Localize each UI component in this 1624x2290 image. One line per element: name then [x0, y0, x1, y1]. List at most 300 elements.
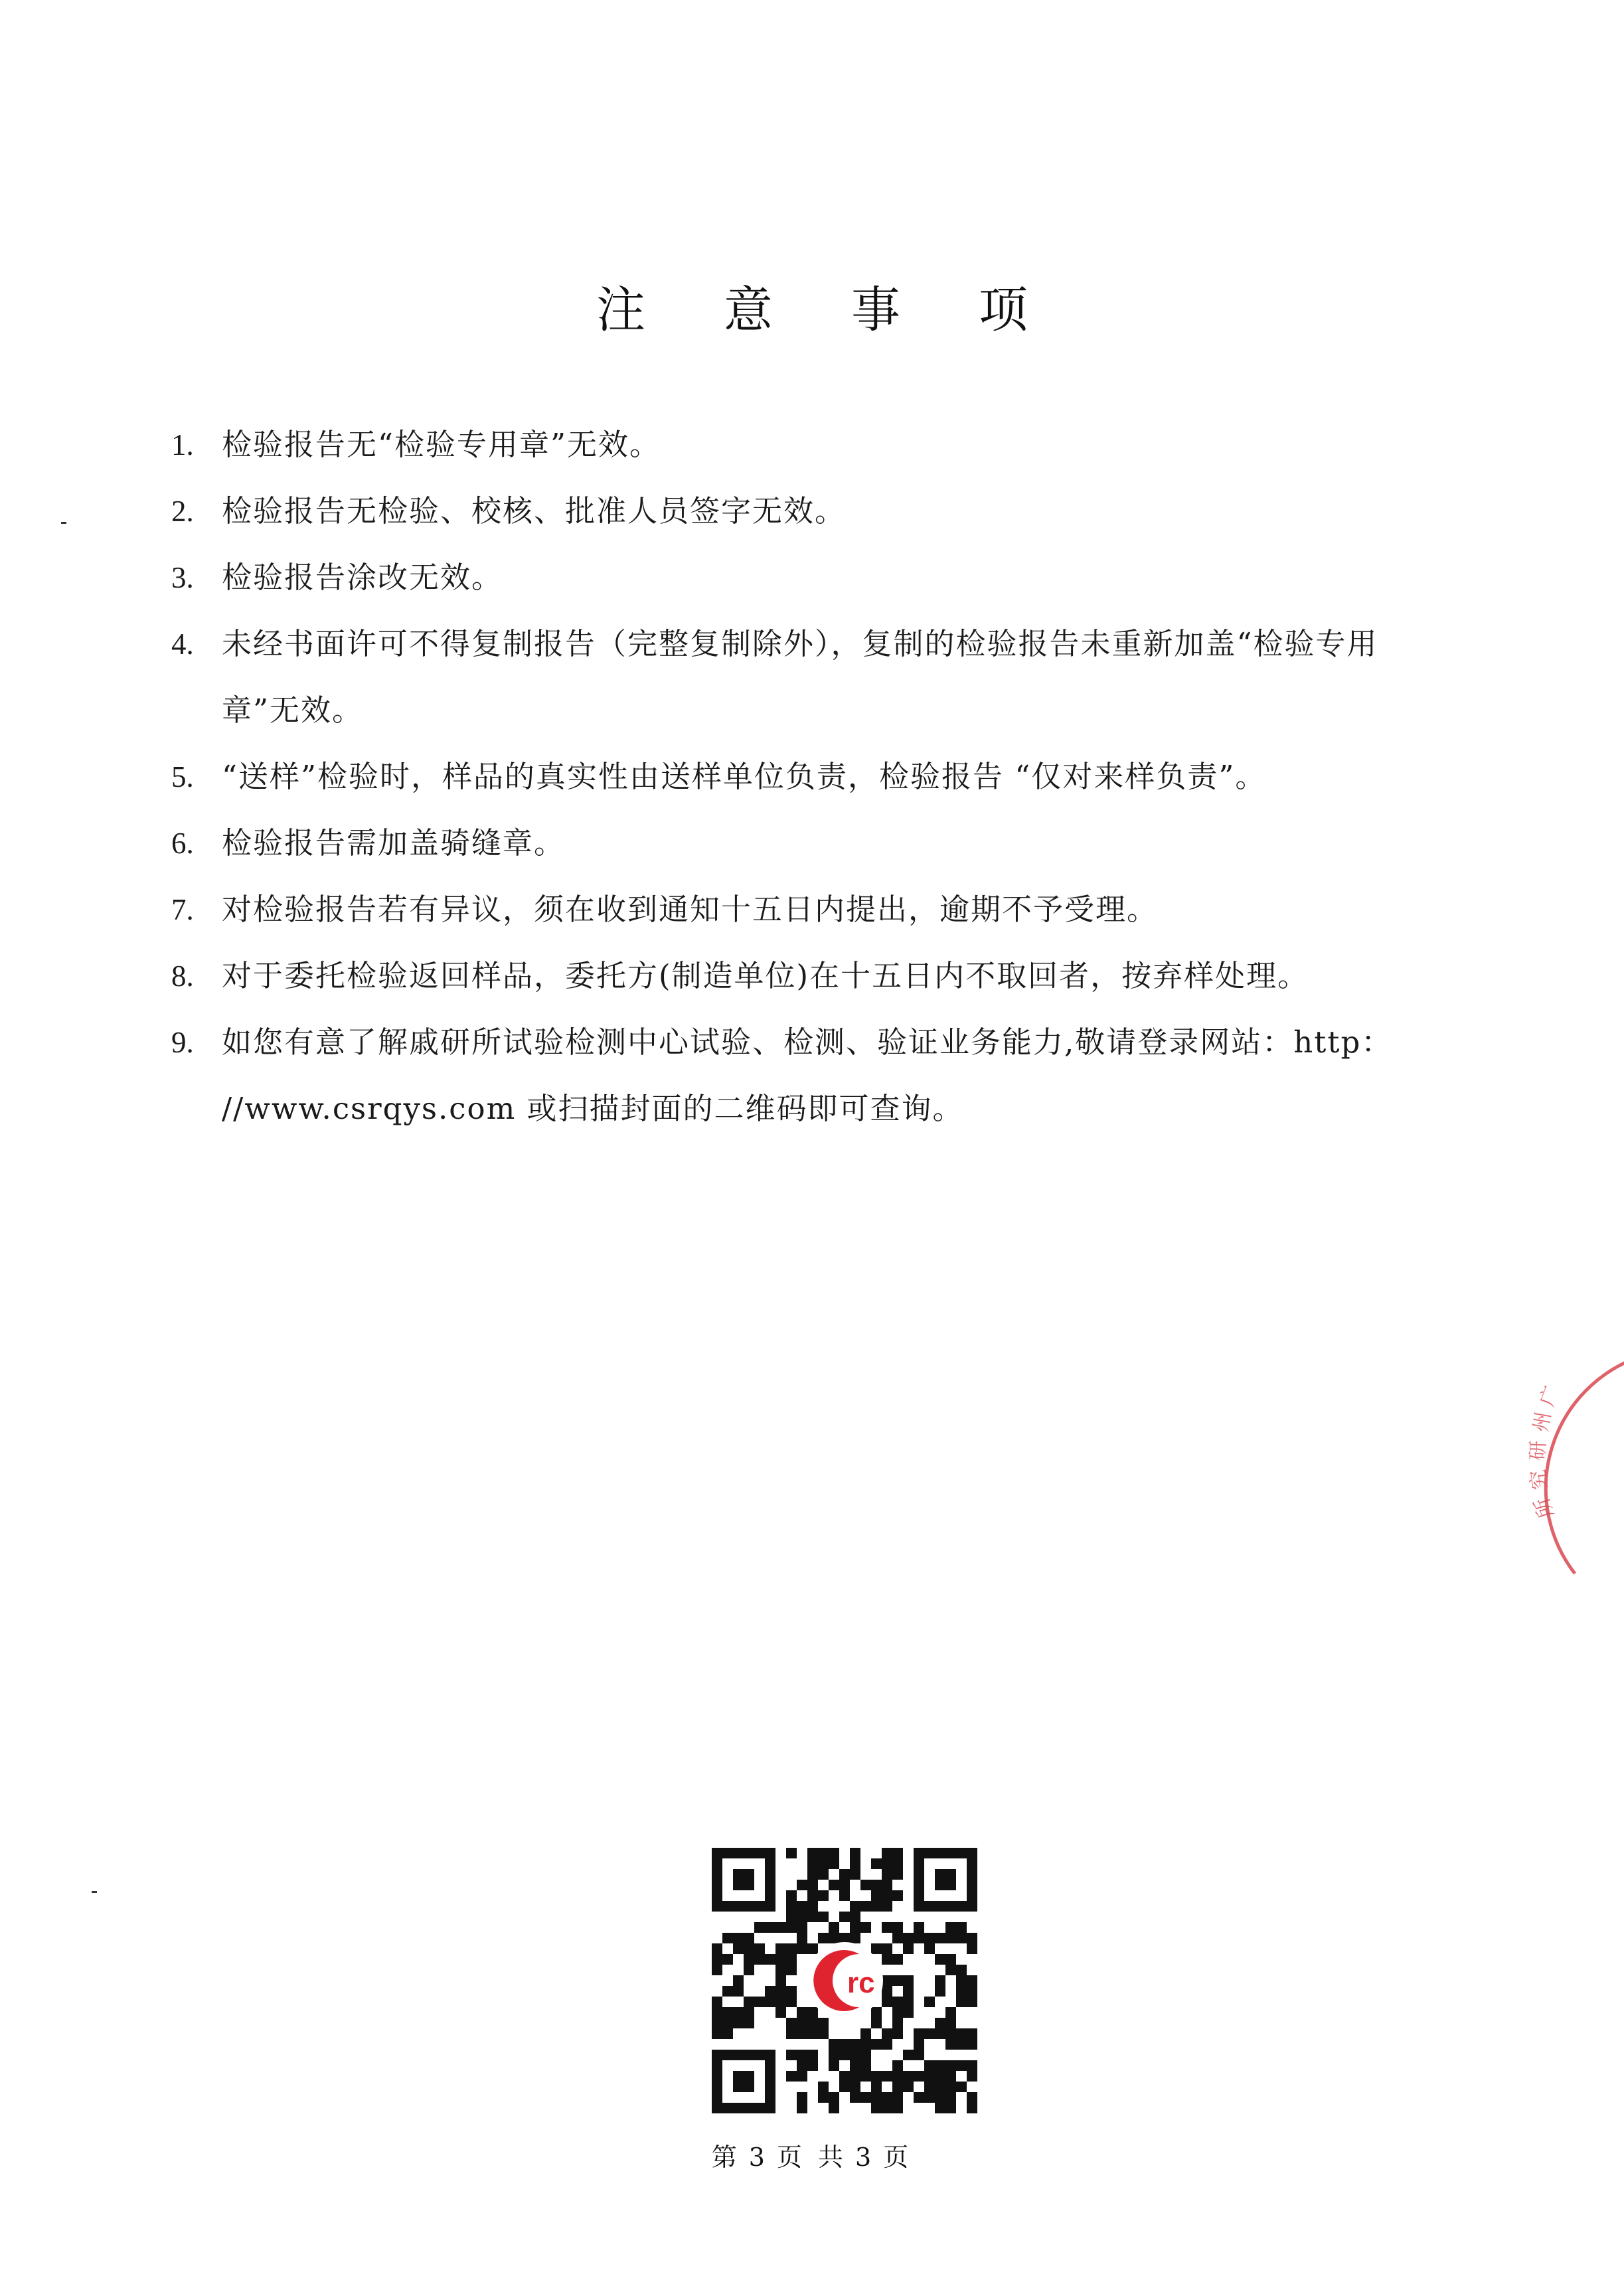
qr-module [871, 2007, 882, 2018]
qr-module [807, 2050, 818, 2060]
qr-module [797, 1943, 807, 1954]
qr-module [945, 1922, 956, 1933]
qr-module [775, 1954, 786, 1965]
qr-module [797, 1912, 807, 1922]
qr-module [712, 2028, 722, 2039]
qr-module [892, 2028, 903, 2039]
qr-module [786, 1912, 797, 1922]
qr-module [967, 1975, 977, 1986]
qr-module [829, 2060, 839, 2071]
qr-module [945, 2071, 956, 2082]
qr-module [775, 1943, 786, 1954]
list-item [171, 478, 1486, 544]
qr-module [722, 2007, 733, 2018]
qr-module [765, 1997, 775, 2007]
notice-text: 对于委托检验返回样品，委托方(制造单位)在十五日内不取回者，按弃样处理。 [222, 958, 1309, 993]
qr-module [807, 1848, 818, 1858]
qr-module [967, 1943, 977, 1954]
qr-module [807, 1890, 818, 1901]
list-item [171, 744, 1486, 810]
qr-module [807, 1901, 818, 1912]
qr-module [786, 1922, 797, 1933]
notice-number: 1. [171, 428, 194, 461]
qr-module [956, 1922, 967, 1933]
qr-module [882, 1880, 892, 1890]
qr-module [839, 1880, 850, 1890]
qr-module [733, 1933, 744, 1943]
qr-module [818, 1933, 829, 1943]
qr-module [712, 1954, 722, 1965]
qr-module [967, 2092, 977, 2103]
qr-module [786, 1965, 797, 1975]
qr-module [967, 2071, 977, 2082]
qr-module [839, 1890, 850, 1901]
qr-module [935, 2028, 945, 2039]
qr-module [924, 2082, 935, 2092]
qr-module [945, 1933, 956, 1943]
qr-module [775, 1975, 786, 1986]
qr-module [818, 2018, 829, 2028]
qr-module [882, 1858, 892, 1869]
qr-module [892, 2071, 903, 2082]
notice-number: 8. [171, 959, 194, 993]
qr-module [712, 1943, 722, 1954]
qr-module [829, 1848, 839, 1858]
qr-module [935, 2071, 945, 2082]
scan-mark [61, 522, 66, 524]
qr-module [797, 1922, 807, 1933]
qr-module [775, 1922, 786, 1933]
qr-module [967, 1933, 977, 1943]
qr-module [797, 2103, 807, 2113]
notice-text: 检验报告涂改无效。 [222, 560, 503, 595]
qr-module [775, 2007, 786, 2018]
qr-module [722, 2018, 733, 2028]
notice-text: 对检验报告若有异议，须在收到通知十五日内提出，逾期不予受理。 [222, 892, 1159, 927]
qr-module [850, 2092, 860, 2103]
qr-module [882, 1997, 892, 2007]
notice-number: 2. [171, 495, 194, 528]
qr-code-icon [712, 1848, 977, 2113]
notice-number: 6. [171, 827, 194, 860]
qr-module [935, 1986, 945, 1997]
qr-module [786, 1954, 797, 1965]
qr-module [860, 2028, 871, 2039]
qr-module [882, 2028, 892, 2039]
qr-module [712, 2018, 722, 2028]
qr-module [903, 1986, 914, 1997]
notice-number: 9. [171, 1026, 194, 1059]
qr-module [744, 2018, 754, 2028]
qr-module [967, 2039, 977, 2050]
list-item [171, 1009, 1486, 1142]
qr-module [818, 1912, 829, 1922]
qr-module [860, 1922, 871, 1933]
qr-module [935, 2018, 945, 2028]
qr-module [935, 2060, 945, 2071]
qr-module [786, 2018, 797, 2028]
qr-module [850, 1922, 860, 1933]
qr-module [733, 1943, 744, 1954]
qr-module [829, 2103, 839, 2113]
qr-module [839, 1912, 850, 1922]
qr-module [914, 2092, 924, 2103]
qr-module [818, 1848, 829, 1858]
qr-module [924, 1997, 935, 2007]
qr-module [850, 2060, 860, 2071]
qr-module [871, 2092, 882, 2103]
notice-text: 检验报告无检验、校核、批准人员签字无效。 [222, 493, 847, 529]
qr-module [850, 1869, 860, 1880]
qr-module [839, 2050, 850, 2060]
qr-module [807, 2018, 818, 2028]
qr-module [945, 2018, 956, 2028]
qr-module [860, 2092, 871, 2103]
qr-module [850, 2039, 860, 2050]
qr-module [850, 1858, 860, 1869]
qr-module [967, 2028, 977, 2039]
qr-module [892, 1858, 903, 1869]
qr-module [935, 1975, 945, 1986]
qr-module [967, 1986, 977, 1997]
notice-number: 5. [171, 760, 194, 793]
qr-module [956, 2060, 967, 2071]
qr-module [967, 2060, 977, 2071]
page-number [0, 2137, 1624, 2173]
notice-number: 3. [171, 561, 194, 594]
qr-module [967, 2103, 977, 2113]
qr-module [882, 2039, 892, 2050]
qr-module [892, 2103, 903, 2113]
qr-module [807, 1869, 818, 1880]
qr-module [882, 1954, 892, 1965]
qr-module [882, 1890, 892, 1901]
qr-module [850, 1848, 860, 1858]
qr-module [892, 2018, 903, 2028]
qr-module [945, 2007, 956, 2018]
qr-module [871, 1880, 882, 1890]
qr-module [956, 2039, 967, 2050]
qr-module [839, 1933, 850, 1943]
qr-module [945, 2060, 956, 2071]
qr-module [882, 2071, 892, 2082]
svg-text:究: 究 [1526, 1468, 1552, 1491]
qr-module [945, 2103, 956, 2113]
qr-module [839, 1869, 850, 1880]
qr-module [722, 1933, 733, 1943]
qr-module [786, 1986, 797, 1997]
qr-module [744, 1943, 754, 1954]
qr-module [829, 1922, 839, 1933]
qr-module [860, 1880, 871, 1890]
notice-text: 检验报告无“检验专用章”无效。 [222, 427, 661, 462]
qr-module [807, 1943, 818, 1954]
qr-module [850, 1901, 860, 1912]
qr-module [829, 2092, 839, 2103]
list-item [171, 611, 1486, 744]
qr-module [882, 2092, 892, 2103]
qr-module [860, 2039, 871, 2050]
qr-module [786, 1943, 797, 1954]
qr-module [797, 1933, 807, 1943]
qr-module [935, 2082, 945, 2092]
qr-module [871, 2082, 882, 2092]
qr-module [722, 2028, 733, 2039]
qr-module [882, 1901, 892, 1912]
qr-module [892, 2060, 903, 2071]
qr-module [892, 1997, 903, 2007]
svg-text:州: 州 [1529, 1410, 1556, 1434]
qr-module [850, 2050, 860, 2060]
qr-module [871, 2071, 882, 2082]
qr-module [882, 1986, 892, 1997]
qr-module [818, 1890, 829, 1901]
qr-module [956, 1986, 967, 1997]
qr-module [882, 1943, 892, 1954]
qr-module [786, 2071, 797, 2082]
qr-module [871, 2103, 882, 2113]
qr-module [818, 1858, 829, 1869]
qr-module [733, 1975, 744, 1986]
qr-module [786, 1997, 797, 2007]
qr-module [914, 2039, 924, 2050]
qr-module [871, 1890, 882, 1901]
qr-module [903, 1997, 914, 2007]
qr-module [829, 2039, 839, 2050]
qr-module [850, 1933, 860, 1943]
notice-text: “送样”检验时，样品的真实性由送样单位负责，检验报告 “仅对来样负责”。 [222, 759, 1267, 794]
qr-module [914, 1933, 924, 1943]
notice-text-block [222, 1009, 1486, 1142]
qr-module [797, 1901, 807, 1912]
qr-module [892, 1933, 903, 1943]
qr-module [935, 2103, 945, 2113]
notice-text: 如您有意了解戚研所试验检测中心试验、检测、验证业务能力,敬请登录网站：http： [222, 1024, 1393, 1060]
qr-module [914, 2071, 924, 2082]
page-number-suffix: 页 [883, 2143, 913, 2172]
qr-module [786, 1848, 797, 1858]
qr-module [935, 1933, 945, 1943]
qr-module [829, 1880, 839, 1890]
qr-module [839, 2039, 850, 2050]
qr-module [860, 2071, 871, 2082]
svg-text:所: 所 [1530, 1494, 1559, 1521]
qr-module [903, 2050, 914, 2060]
qr-module [924, 1943, 935, 1954]
qr-module [956, 2082, 967, 2092]
qr-module [945, 1954, 956, 1965]
qr-module [807, 2060, 818, 2071]
qr-module [797, 2071, 807, 2082]
qr-module [829, 1858, 839, 1869]
qr-module [807, 2007, 818, 2018]
qr-module [744, 1933, 754, 1943]
notice-text: 检验报告需加盖骑缝章。 [222, 825, 566, 860]
list-item [171, 544, 1486, 611]
qr-module [882, 1922, 892, 1933]
qr-module [712, 1965, 722, 1975]
scan-mark [92, 1891, 97, 1893]
qr-module [924, 2071, 935, 2082]
qr-module [956, 1965, 967, 1975]
qr-module [882, 1975, 892, 1986]
qr-module [775, 1986, 786, 1997]
svg-text:广: 广 [1535, 1382, 1564, 1410]
qr-module [860, 2050, 871, 2060]
qr-module [935, 2092, 945, 2103]
qr-module [903, 1943, 914, 1954]
current-page: 3 [748, 2143, 769, 2172]
qr-module [850, 1912, 860, 1922]
qr-module [903, 1933, 914, 1943]
qr-module [744, 1965, 754, 1975]
qr-module [807, 1912, 818, 1922]
qr-module [775, 1997, 786, 2007]
qr-module [722, 1986, 733, 1997]
list-item [171, 876, 1486, 943]
qr-module [829, 1933, 839, 1943]
qr-module [945, 1965, 956, 1975]
qr-module [903, 2007, 914, 2018]
qr-code [712, 1848, 977, 2113]
qr-module [892, 1869, 903, 1880]
qr-module [882, 2103, 892, 2113]
qr-module [797, 2007, 807, 2018]
qr-module [818, 1869, 829, 1880]
qr-module [818, 2082, 829, 2092]
qr-module [892, 1975, 903, 1986]
qr-module [860, 1901, 871, 1912]
qr-module [860, 2060, 871, 2071]
qr-module [892, 1890, 903, 1901]
qr-module [924, 1933, 935, 1943]
qr-module [914, 2050, 924, 2060]
qr-module [903, 1975, 914, 1986]
qr-module [754, 1922, 765, 1933]
qr-module [797, 2028, 807, 2039]
page-title: 注意事项 [596, 282, 1106, 339]
qr-module [945, 2028, 956, 2039]
qr-module [733, 1986, 744, 1997]
qr-module [892, 2092, 903, 2103]
qr-module [765, 1954, 775, 1965]
qr-module [892, 2007, 903, 2018]
notice-text-block [222, 611, 1486, 744]
qr-module [765, 1922, 775, 1933]
notice-text-continuation: //www.csrqys.com 或扫描封面的二维码即可查询。 [222, 1091, 964, 1126]
official-seal-icon [1520, 1335, 1624, 1600]
qr-module [722, 1954, 733, 1965]
qr-module [945, 2082, 956, 2092]
qr-module [871, 1943, 882, 1954]
page-number-middle: 页 共 [776, 2143, 848, 2172]
qr-module [786, 2050, 797, 2060]
qr-module [754, 1997, 765, 2007]
qr-module [839, 2071, 850, 2082]
qr-module [882, 1848, 892, 1858]
qr-module [733, 2007, 744, 2018]
qr-module [956, 2028, 967, 2039]
qr-module [754, 1943, 765, 1954]
qr-module [924, 2060, 935, 2071]
qr-module [797, 2050, 807, 2060]
qr-module [829, 2050, 839, 2060]
qr-module [924, 2092, 935, 2103]
notice-text: 未经书面许可不得复制报告（完整复制除外），复制的检验报告未重新加盖“检验专用 [222, 626, 1378, 661]
qr-module [818, 2028, 829, 2039]
svg-text:研: 研 [1526, 1440, 1551, 1461]
qr-module [850, 2071, 860, 2082]
qr-module [839, 2082, 850, 2092]
qr-module [956, 1997, 967, 2007]
qr-module [892, 1954, 903, 1965]
qr-module [892, 2082, 903, 2092]
qr-logo-text: rc [847, 1967, 875, 1999]
qr-module [924, 2028, 935, 2039]
notice-number: 7. [171, 893, 194, 926]
total-pages: 3 [855, 2143, 876, 2172]
qr-module [733, 2018, 744, 2028]
qr-module [797, 2092, 807, 2103]
qr-module [797, 2018, 807, 2028]
qr-module [914, 2028, 924, 2039]
qr-module [903, 2071, 914, 2082]
qr-module [786, 1901, 797, 1912]
qr-logo [806, 1942, 883, 2019]
page-number-prefix: 第 [711, 2143, 741, 2172]
qr-module [807, 1880, 818, 1890]
qr-module [744, 2007, 754, 2018]
qr-module [744, 1954, 754, 1965]
qr-module [956, 1975, 967, 1986]
qr-module [935, 1954, 945, 1965]
qr-module [754, 1954, 765, 1965]
list-item [171, 412, 1486, 478]
qr-module [850, 2082, 860, 2092]
qr-module [871, 2039, 882, 2050]
qr-module [871, 2018, 882, 2028]
qr-module [786, 1890, 797, 1901]
qr-module [712, 2007, 722, 2018]
qr-module [818, 2092, 829, 2103]
qr-module [744, 1997, 754, 2007]
qr-module [956, 1933, 967, 1943]
qr-module [967, 1997, 977, 2007]
qr-module [945, 2092, 956, 2103]
list-item [171, 943, 1486, 1009]
notice-text-continuation: 章”无效。 [222, 693, 364, 728]
qr-module [892, 1922, 903, 1933]
qr-module [882, 1869, 892, 1880]
qr-module [903, 2082, 914, 2092]
qr-module [871, 1858, 882, 1869]
qr-module [797, 2060, 807, 2071]
qr-module [807, 2028, 818, 2039]
qr-module [892, 1848, 903, 1858]
qr-module [871, 1901, 882, 1912]
notice-list [171, 412, 1486, 1142]
qr-module [945, 2039, 956, 2050]
notice-number: 4. [171, 627, 194, 661]
list-item [171, 810, 1486, 876]
qr-module [712, 1997, 722, 2007]
qr-module [807, 1858, 818, 1869]
qr-module [797, 1880, 807, 1890]
qr-module [914, 1922, 924, 1933]
qr-module [775, 1965, 786, 1975]
qr-module [765, 1986, 775, 1997]
qr-module [786, 2028, 797, 2039]
